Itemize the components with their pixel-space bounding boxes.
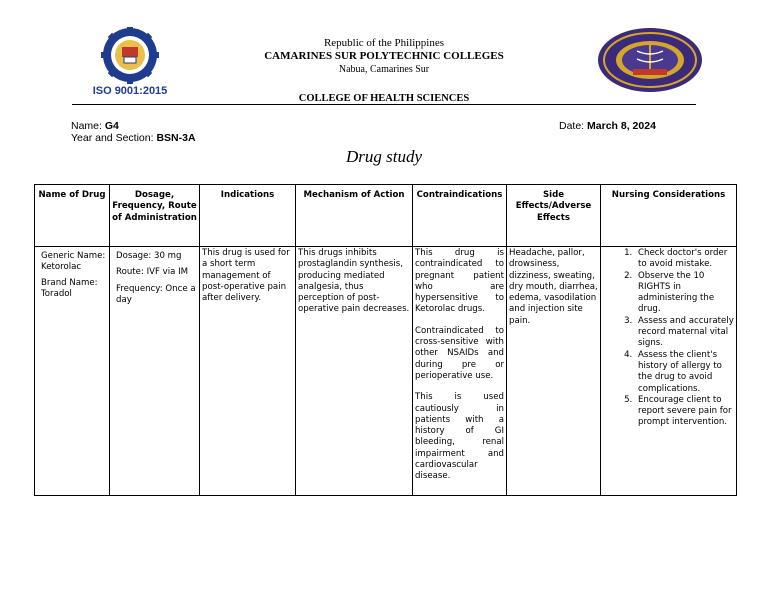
indications-text: This drug is used for a short term management of post-operative pain after delivery. (202, 248, 290, 304)
dosage-route: Route: IVF via IM (116, 267, 189, 278)
header-divider (72, 104, 696, 105)
side-effects-text: Headache, pallor, drowsiness, dizziness, sweating, dry mouth, diarrhea, edema, vasodilation and injection site pain. (509, 248, 598, 326)
brand-name: Brand Name: Toradol (41, 277, 98, 299)
cell-dosage (110, 247, 200, 496)
header-name-of-drug: Name of Drug (35, 185, 110, 247)
section-label: Year and Section: (71, 132, 154, 144)
generic-name: Generic Name: Ketorolac (41, 251, 106, 273)
nursing-list (603, 248, 734, 429)
date-label: Date: (559, 120, 585, 132)
name-value: G4 (104, 120, 119, 132)
table-header-row (35, 185, 737, 247)
nursing-item: 4. Assess the client's history of allergy to the drug to avoid complications. (635, 350, 734, 395)
nursing-item: 2. Observe the 10 RIGHTS in administering the drug. (635, 271, 734, 316)
header-nursing-considerations: Nursing Considerations (601, 185, 737, 247)
header-side-effects: Side Effects/Adverse Effects (507, 185, 601, 247)
cell-drug-name (35, 247, 110, 496)
nursing-item: 3. Assess and accurately record maternal vital signs. (635, 316, 734, 350)
cell-mechanism (296, 247, 413, 496)
mechanism-text: This drugs inhibits prostaglandin synthesis, producing mediated analgesia, thus perception of post-operative pain decreases. (298, 248, 410, 315)
college-address: Nabua, Camarines Sur (338, 64, 430, 75)
contraindication-1: This drug is contraindicated to pregnant patient who are hypersensitive to Ketorolac drugs. (415, 248, 504, 315)
page-title: Drug study (345, 147, 423, 166)
dosage-amount: Dosage: 30 mg (116, 251, 182, 261)
header-dosage: Dosage, Frequency, Route of Administration (110, 185, 200, 247)
table-row (35, 247, 737, 496)
header-contraindications: Contraindications (413, 185, 507, 247)
section-value: BSN-3A (156, 132, 196, 144)
department-name: COLLEGE OF HEALTH SCIENCES (298, 93, 470, 104)
date-line (559, 120, 656, 132)
cell-indications (200, 247, 296, 496)
nursing-item: 5. Encourage client to report severe pain for prompt intervention. (635, 395, 734, 429)
header-mechanism: Mechanism of Action (296, 185, 413, 247)
section-line (71, 132, 196, 144)
cell-contraindications (413, 247, 507, 496)
nursing-item: 1. Check doctor's order to avoid mistake. (635, 248, 734, 271)
cell-nursing-considerations (601, 247, 737, 496)
iso-label: ISO 9001:2015 (92, 85, 168, 97)
contraindication-3: This is used cautiously in patients with a history of GI bleeding, renal impairment and cardiovascular disease. (415, 392, 504, 482)
dosage-frequency: Frequency: Once a day (116, 283, 196, 305)
name-line (71, 120, 119, 132)
header-indications: Indications (200, 185, 296, 247)
drug-study-table (34, 184, 737, 496)
cell-side-effects (507, 247, 601, 496)
college-name: CAMARINES SUR POLYTECHNIC COLLEGES (264, 50, 504, 62)
contraindication-2: Contraindicated to cross-sensitive with other NSAIDs and during pre or perioperative use. (415, 325, 504, 381)
name-label: Name: (71, 120, 102, 132)
republic-line: Republic of the Philippines (323, 37, 445, 49)
date-value: March 8, 2024 (587, 120, 656, 132)
